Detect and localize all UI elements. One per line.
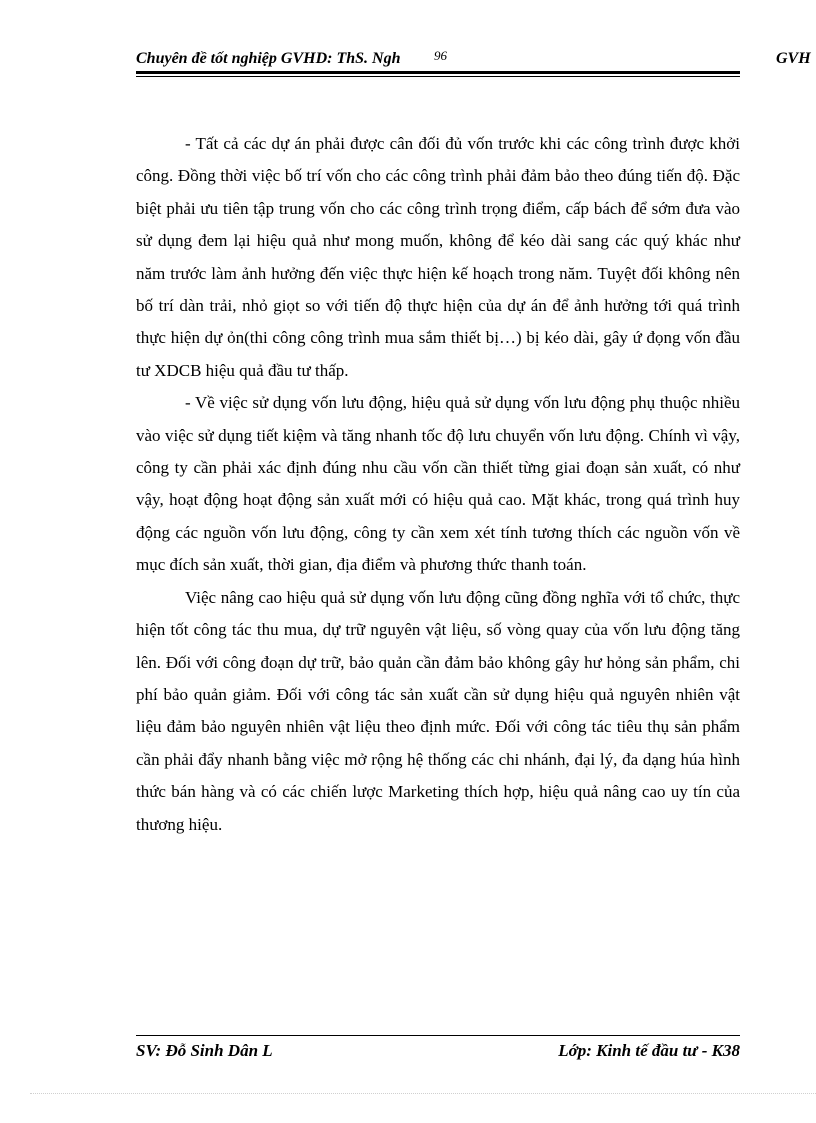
header-rule-thick	[136, 71, 740, 74]
paragraph-capital-allocation: - Tất cả các dự án phải được cân đối đủ vốn trước khi các công trình được khởi công. Đồng thời việc bố trí vốn cho các công trình phải đảm bảo theo đúng tiến độ. Đặc biệt phải ưu tiên tập trung vốn cho các công trình trọng điểm, cấp bách để sớm đưa vào sử dụng đem lại hiệu quả như mong muốn, không để kéo dài sang các quý khác như năm trước làm ảnh hưởng đến việc thực hiện kế hoạch trong năm. Tuyệt đối không nên bố trí dàn trải, nhỏ giọt so với tiến độ thực hiện của dự án để ảnh hưởng tới quá trình thực hiện dự ỏn(thi công công trình mua sắm thiết bị…) bị kéo dài, gây ứ đọng vốn đầu tư XDCB hiệu quả đầu tư thấp.	[136, 134, 740, 380]
page-number: 96	[434, 48, 447, 63]
paragraph-working-capital: - Về việc sử dụng vốn lưu động, hiệu quả sử dụng vốn lưu động phụ thuộc nhiều vào việc sử dụng tiết kiệm và tăng nhanh tốc độ lưu chuyển vốn lưu động. Chính vì vậy, công ty cần phải xác định đúng nhu cầu vốn cần thiết từng giai đoạn sản xuất, có như vậy, hoạt động hoạt động sản xuất mới có hiệu quả cao. Mặt khác, trong quá trình huy động các nguồn vốn lưu động, công ty cần xem xét tính tương thích các nguồn vốn về mục đích sản xuất, thời gian, địa điểm và phương thức thanh toán.	[136, 393, 740, 575]
paragraph-efficiency: Việc nâng cao hiệu quả sử dụng vốn lưu động cũng đồng nghĩa với tổ chức, thực hiện tốt công tác thu mua, dự trữ nguyên vật liệu, số vòng quay của vốn lưu động tăng lên. Đối với công đoạn dự trữ, bảo quản cần đảm bảo không gây hư hỏng sản phẩm, chi phí bảo quản giảm. Đối với công tác sản xuất cần sử dụng hiệu quả nguyên nhiên vật liệu đảm bảo nguyên nhiên vật liệu theo định mức. Đối với công tác tiêu thụ sản phẩm cần phải đẩy nhanh bằng việc mở rộng hệ thống các chi nhánh, đại lý, đa dạng húa hình thức bán hàng và có các chiến lược Marketing thích hợp, hiệu quả nâng cao uy tín của thương hiệu.	[136, 587, 740, 834]
header-title: Chuyên đề tốt nghiệp GVHD: ThS. Ngh	[136, 50, 401, 67]
page-bottom-dotted-line	[30, 1093, 816, 1094]
footer-student: SV: Đỗ Sinh Dân L	[136, 1041, 273, 1060]
page-header	[136, 50, 816, 72]
header-rule-thin	[136, 76, 740, 77]
footer-class: Lớp: Kinh tế đầu tư - K38	[558, 1041, 740, 1060]
document-body	[136, 128, 740, 841]
footer-rule	[136, 1035, 740, 1036]
header-right-text: GVH	[776, 50, 811, 67]
page-footer	[136, 1041, 740, 1063]
